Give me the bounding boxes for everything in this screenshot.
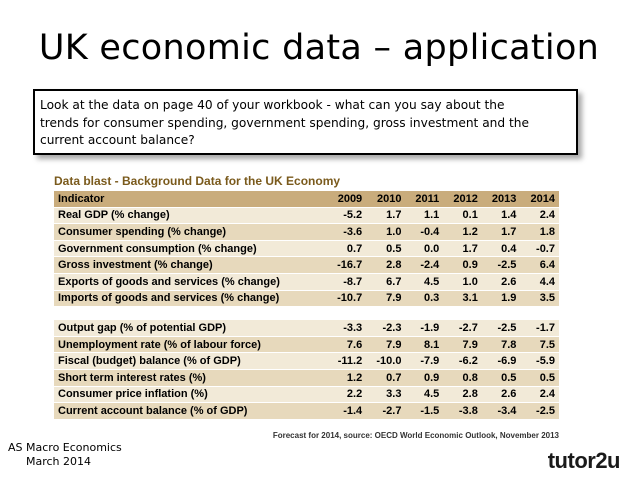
value-cell: 2.8	[443, 386, 482, 403]
table-row	[54, 224, 559, 241]
value-cell: 7.9	[366, 336, 405, 353]
value-cell: -2.5	[482, 320, 521, 337]
value-cell: 0.9	[443, 257, 482, 274]
value-cell: 1.0	[366, 224, 405, 241]
value-cell: 0.5	[482, 369, 521, 386]
value-cell: 1.4	[482, 207, 521, 224]
value-cell: -10.7	[327, 290, 366, 307]
value-cell: -16.7	[327, 257, 366, 274]
value-cell: -0.7	[520, 240, 559, 257]
table-header-row	[54, 191, 559, 207]
value-cell: 7.9	[366, 290, 405, 307]
value-cell: -3.3	[327, 320, 366, 337]
value-cell: -1.5	[405, 403, 443, 420]
data-table-panel	[54, 174, 559, 444]
indicator-cell: Real GDP (% change)	[54, 207, 327, 224]
value-cell: 4.5	[405, 273, 443, 290]
indicator-cell: Current account balance (% of GDP)	[54, 403, 327, 420]
value-cell: 1.2	[443, 224, 482, 241]
question-line-3: current account balance?	[40, 133, 195, 147]
value-cell: -7.9	[405, 353, 443, 370]
indicator-cell: Short term interest rates (%)	[54, 369, 327, 386]
header-cell: 2014	[520, 191, 559, 207]
value-cell: 7.9	[443, 336, 482, 353]
value-cell: 2.4	[520, 207, 559, 224]
value-cell: -11.2	[327, 353, 366, 370]
header-cell: 2011	[405, 191, 443, 207]
value-cell: -1.9	[405, 320, 443, 337]
value-cell: 0.4	[482, 240, 521, 257]
header-cell: 2012	[443, 191, 482, 207]
value-cell: 3.3	[366, 386, 405, 403]
slide-title: UK economic data – application	[38, 28, 600, 68]
spacer-cell	[54, 307, 559, 320]
value-cell: -3.8	[443, 403, 482, 420]
header-cell: 2013	[482, 191, 521, 207]
question-line-1: Look at the data on page 40 of your workbook - what can you say about the	[40, 98, 505, 112]
value-cell: -1.7	[520, 320, 559, 337]
value-cell: 2.6	[482, 273, 521, 290]
value-cell: -2.5	[482, 257, 521, 274]
course-date: March 2014	[26, 455, 92, 468]
value-cell: 1.2	[327, 369, 366, 386]
table-row	[54, 320, 559, 337]
value-cell: 1.0	[443, 273, 482, 290]
value-cell: 6.7	[366, 273, 405, 290]
table-row	[54, 386, 559, 403]
indicator-cell: Imports of goods and services (% change)	[54, 290, 327, 307]
value-cell: 7.8	[482, 336, 521, 353]
value-cell: 0.5	[366, 240, 405, 257]
table-row	[54, 369, 559, 386]
value-cell: 7.5	[520, 336, 559, 353]
value-cell: -6.2	[443, 353, 482, 370]
indicator-cell: Fiscal (budget) balance (% of GDP)	[54, 353, 327, 370]
value-cell: 4.4	[520, 273, 559, 290]
value-cell: -3.6	[327, 224, 366, 241]
value-cell: 0.8	[443, 369, 482, 386]
indicator-cell: Government consumption (% change)	[54, 240, 327, 257]
value-cell: -5.9	[520, 353, 559, 370]
question-line-2: trends for consumer spending, government spending, gross investment and the	[40, 115, 530, 130]
value-cell: 0.3	[405, 290, 443, 307]
value-cell: 1.7	[443, 240, 482, 257]
question-box	[33, 89, 578, 155]
value-cell: 2.8	[366, 257, 405, 274]
value-cell: 4.5	[405, 386, 443, 403]
header-cell: 2010	[366, 191, 405, 207]
table-row	[54, 290, 559, 307]
table-row	[54, 257, 559, 274]
table-title: Data blast - Background Data for the UK Economy	[54, 174, 341, 188]
course-name: AS Macro Economics	[8, 441, 122, 454]
source-note: Forecast for 2014, source: OECD World Economic Outlook, November 2013	[272, 431, 559, 440]
value-cell: -5.2	[327, 207, 366, 224]
value-cell: 0.5	[520, 369, 559, 386]
value-cell: 0.1	[443, 207, 482, 224]
value-cell: 1.7	[366, 207, 405, 224]
indicator-cell: Output gap (% of potential GDP)	[54, 320, 327, 337]
value-cell: -1.4	[327, 403, 366, 420]
value-cell: 2.2	[327, 386, 366, 403]
value-cell: 1.8	[520, 224, 559, 241]
table-spacer-row	[54, 307, 559, 320]
indicator-cell: Consumer spending (% change)	[54, 224, 327, 241]
table-row	[54, 240, 559, 257]
indicator-cell: Gross investment (% change)	[54, 257, 327, 274]
table-row	[54, 273, 559, 290]
economic-data-table	[54, 191, 559, 420]
value-cell: -2.4	[405, 257, 443, 274]
table-row	[54, 207, 559, 224]
indicator-cell: Exports of goods and services (% change)	[54, 273, 327, 290]
value-cell: 1.1	[405, 207, 443, 224]
value-cell: 0.7	[366, 369, 405, 386]
value-cell: -2.7	[443, 320, 482, 337]
value-cell: -3.4	[482, 403, 521, 420]
value-cell: 6.4	[520, 257, 559, 274]
value-cell: 0.7	[327, 240, 366, 257]
value-cell: -6.9	[482, 353, 521, 370]
course-label	[8, 441, 122, 469]
value-cell: -2.5	[520, 403, 559, 420]
value-cell: -2.7	[366, 403, 405, 420]
value-cell: -0.4	[405, 224, 443, 241]
value-cell: -8.7	[327, 273, 366, 290]
value-cell: 3.5	[520, 290, 559, 307]
header-cell: Indicator	[54, 191, 327, 207]
value-cell: 1.9	[482, 290, 521, 307]
value-cell: -2.3	[366, 320, 405, 337]
value-cell: -10.0	[366, 353, 405, 370]
value-cell: 1.7	[482, 224, 521, 241]
indicator-cell: Unemployment rate (% of labour force)	[54, 336, 327, 353]
tutor2u-logo: tutor2u	[547, 448, 620, 473]
value-cell: 2.4	[520, 386, 559, 403]
value-cell: 3.1	[443, 290, 482, 307]
value-cell: 2.6	[482, 386, 521, 403]
value-cell: 7.6	[327, 336, 366, 353]
table-row	[54, 403, 559, 420]
table-row	[54, 336, 559, 353]
header-cell: 2009	[327, 191, 366, 207]
value-cell: 8.1	[405, 336, 443, 353]
value-cell: 0.9	[405, 369, 443, 386]
table-row	[54, 353, 559, 370]
indicator-cell: Consumer price inflation (%)	[54, 386, 327, 403]
value-cell: 0.0	[405, 240, 443, 257]
